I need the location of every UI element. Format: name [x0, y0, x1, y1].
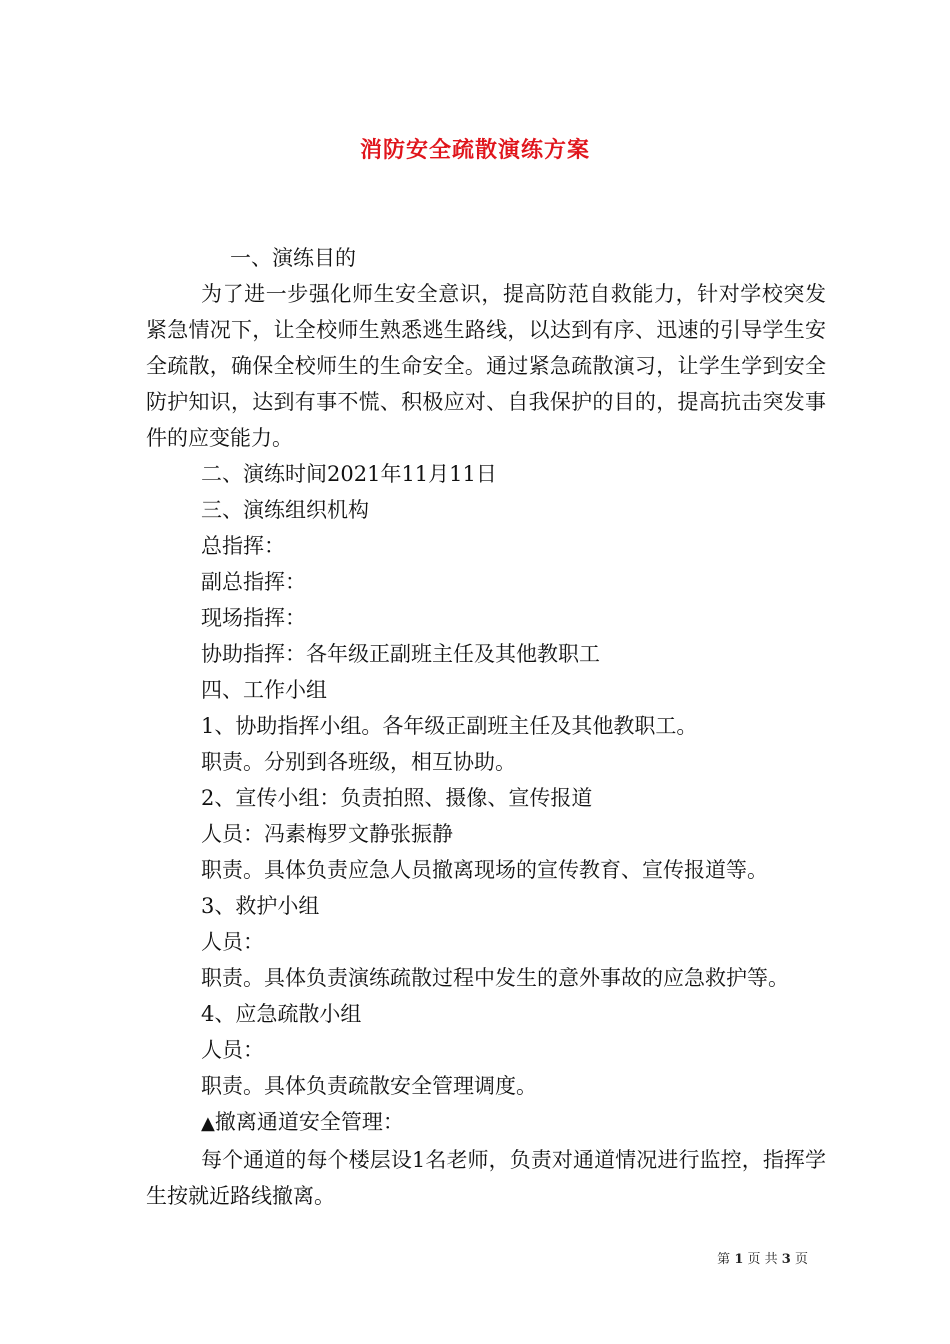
document-body	[146, 240, 826, 1214]
assist-commander-line: 协助指挥：各年级正副班主任及其他教职工	[201, 642, 600, 666]
page-middle: 页 共	[747, 1252, 778, 1267]
group3-members: 人员：	[201, 930, 264, 954]
channel-heading-text: 撤离通道安全管理：	[214, 1110, 404, 1134]
section-heading-work-groups: 四、工作小组	[201, 678, 327, 702]
page-title: 消防安全疏散演练方案	[359, 137, 590, 163]
group1-duty: 职责。分别到各班级，相互协助。	[201, 750, 516, 774]
page-current: 1	[734, 1252, 744, 1267]
group4-duty: 职责。具体负责疏散安全管理调度。	[201, 1074, 537, 1098]
page-total: 3	[781, 1252, 791, 1267]
section-heading-organization: 三、演练组织机构	[201, 498, 369, 522]
commander-line: 总指挥：	[201, 534, 285, 558]
triangle-icon: ▲	[201, 1113, 215, 1134]
page-suffix: 页	[794, 1252, 808, 1267]
page-prefix: 第	[717, 1252, 731, 1267]
group4-title: 4、应急疏散小组	[201, 1002, 362, 1026]
section-heading-time: 二、演练时间2021年11月11日	[201, 462, 497, 486]
group2-duty: 职责。具体负责应急人员撤离现场的宣传教育、宣传报道等。	[201, 858, 768, 882]
site-commander-line: 现场指挥：	[201, 606, 306, 630]
group2-members: 人员：冯素梅罗文静张振静	[201, 822, 453, 846]
channel-paragraph: 每个通道的每个楼层设1名老师，负责对通道情况进行监控，指挥学生按就近路线撤离。	[146, 1148, 826, 1208]
group2-title: 2、宣传小组：负责拍照、摄像、宣传报道	[201, 786, 593, 810]
group3-duty: 职责。具体负责演练疏散过程中发生的意外事故的应急救护等。	[201, 966, 789, 990]
group1-title: 1、协助指挥小组。各年级正副班主任及其他教职工。	[201, 714, 698, 738]
section-heading-purpose: 一、演练目的	[230, 246, 356, 270]
purpose-paragraph: 为了进一步强化师生安全意识，提高防范自救能力，针对学校突发紧急情况下，让全校师生熟悉逃生路线，以达到有序、迅速的引导学生安全疏散，确保全校师生的生命安全。通过紧急疏散演习，让学生学到安全防护知识，达到有事不慌、积极应对、自我保护的目的，提高抗击突发事件的应变能力。	[146, 282, 826, 450]
channel-heading	[146, 1104, 826, 1142]
page-number-footer	[717, 1248, 808, 1267]
group4-members: 人员：	[201, 1038, 264, 1062]
group3-title: 3、救护小组	[201, 894, 320, 918]
deputy-commander-line: 副总指挥：	[201, 570, 306, 594]
